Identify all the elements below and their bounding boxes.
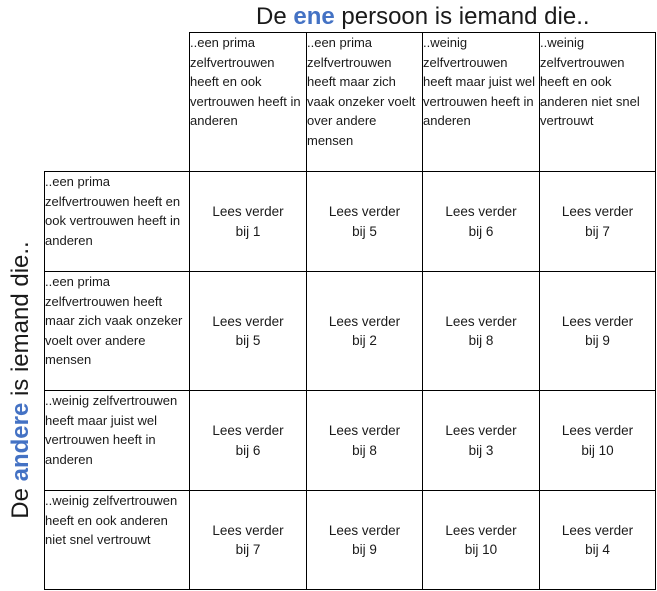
row-header: ..een prima zelfvertrouwen heeft maar zich vaak onzeker voelt over andere mensen [45, 272, 190, 391]
row-header: ..weinig zelfvertrouwen heeft maar juist wel vertrouwen heeft in anderen [45, 391, 190, 491]
cell-ref: bij 8 [352, 442, 377, 458]
cell-text: Lees verder [212, 204, 284, 219]
table-row [45, 272, 656, 391]
table-cell [307, 272, 423, 391]
top-title-accent: ene [293, 3, 335, 30]
table-cell [423, 391, 540, 491]
cell-ref: bij 2 [352, 333, 377, 348]
row-header: ..weinig zelfvertrouwen heeft en ook anderen niet snel vertrouwt [45, 491, 190, 590]
column-header: ..weinig zelfvertrouwen heeft maar juist wel vertrouwen heeft in anderen [423, 33, 540, 172]
cell-text: Lees verder [328, 522, 401, 538]
column-header: ..weinig zelfvertrouwen heeft en ook anderen niet snel vertrouwt [540, 33, 656, 172]
cell-text: Lees verder [561, 204, 634, 219]
cell-ref: bij 3 [468, 442, 494, 458]
table-cell [423, 272, 540, 391]
table-cell [190, 491, 307, 590]
top-title-prefix: De [256, 3, 294, 30]
cell-text: Lees verder [328, 423, 401, 438]
table-cell [423, 491, 540, 590]
cell-text: Lees verder [561, 522, 634, 538]
corner-cell [45, 33, 190, 172]
cell-ref: bij 5 [235, 333, 261, 348]
cell-text: Lees verder [212, 313, 284, 329]
table-cell [307, 491, 423, 590]
cell-ref: bij 8 [468, 333, 494, 348]
table-cell [190, 391, 307, 491]
cell-ref: bij 7 [235, 542, 261, 557]
cell-ref: bij 9 [352, 542, 377, 557]
cell-text: Lees verder [328, 313, 401, 329]
cell-text: Lees verder [212, 423, 284, 438]
table-cell [540, 491, 656, 590]
row-header: ..een prima zelfvertrouwen heeft en ook vertrouwen heeft in anderen [45, 172, 190, 272]
cell-text: Lees verder [445, 313, 517, 329]
cell-ref: bij 1 [235, 223, 261, 239]
header-row [45, 33, 656, 172]
cell-ref: bij 6 [235, 442, 261, 458]
cell-text: Lees verder [445, 423, 517, 438]
cell-ref: bij 7 [585, 223, 610, 239]
top-title [256, 2, 590, 32]
table-cell [307, 172, 423, 272]
cell-ref: bij 6 [468, 223, 494, 239]
side-title [6, 180, 36, 580]
cell-ref: bij 10 [581, 442, 614, 458]
side-title-prefix: De [7, 481, 34, 519]
cell-text: Lees verder [561, 423, 634, 438]
cell-ref: bij 10 [464, 542, 498, 557]
side-title-accent: andere [7, 402, 34, 482]
table-row [45, 391, 656, 491]
table-cell [307, 391, 423, 491]
table-cell [540, 391, 656, 491]
cell-text: Lees verder [445, 522, 517, 538]
table-row [45, 491, 656, 590]
top-title-suffix: persoon is iemand die.. [334, 3, 590, 30]
cell-text: Lees verder [445, 204, 517, 219]
table-cell [190, 272, 307, 391]
cell-ref: bij 5 [352, 223, 377, 239]
column-header: ..een prima zelfvertrouwen heeft maar zich vaak onzeker voelt over andere mensen [307, 33, 423, 172]
table-cell [190, 172, 307, 272]
table-cell [540, 172, 656, 272]
column-header: ..een prima zelfvertrouwen heeft en ook vertrouwen heeft in anderen [190, 33, 307, 172]
matrix-table [44, 32, 656, 590]
cell-text: Lees verder [328, 204, 401, 219]
cell-ref: bij 9 [585, 333, 610, 348]
table-row [45, 172, 656, 272]
side-title-container [0, 170, 42, 590]
table-cell [540, 272, 656, 391]
cell-text: Lees verder [561, 313, 634, 329]
table-cell [423, 172, 540, 272]
cell-ref: bij 4 [585, 542, 610, 557]
cell-text: Lees verder [212, 522, 284, 538]
side-title-suffix: is iemand die.. [7, 241, 34, 403]
